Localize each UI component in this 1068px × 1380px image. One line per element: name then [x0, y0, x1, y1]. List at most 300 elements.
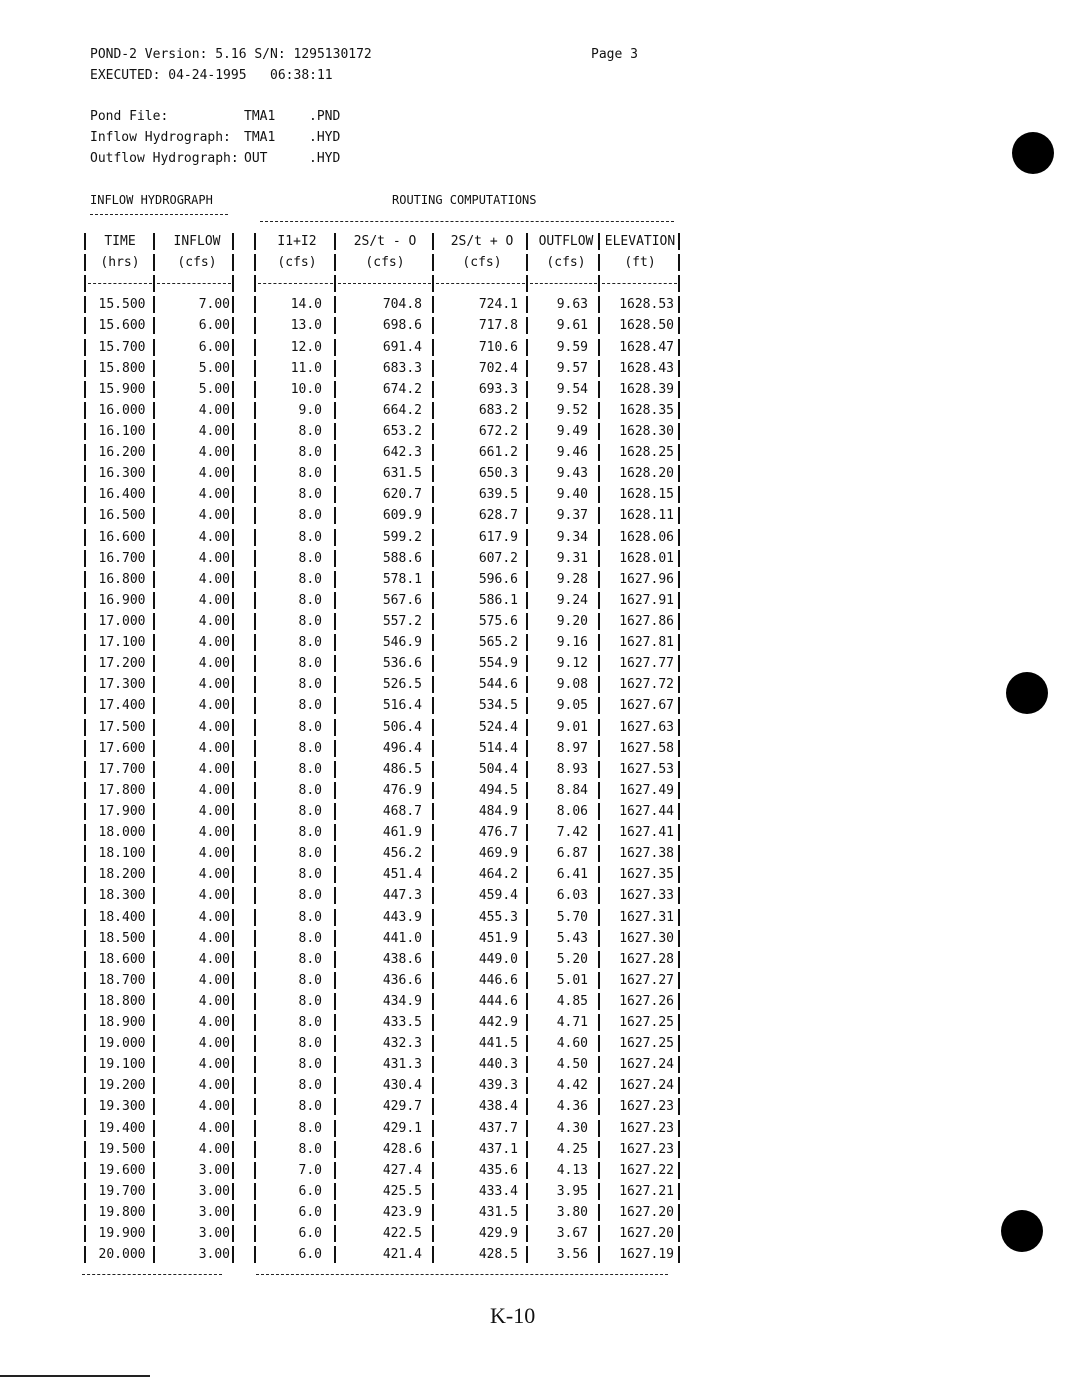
table-cell: 1627.96: [619, 571, 674, 587]
table-cell: 8.0: [298, 1141, 322, 1157]
table-cell: 9.37: [556, 508, 588, 524]
table-cell: 4.00: [198, 1015, 230, 1031]
table-cell: 14.0: [290, 297, 322, 313]
table-cell: 4.00: [198, 1120, 230, 1136]
table-cell: 16.100: [98, 423, 146, 439]
file-ext: .PND: [309, 109, 341, 124]
table-cell: 4.50: [556, 1057, 588, 1073]
table-cell: 4.42: [556, 1078, 588, 1094]
table-cell: 1627.58: [619, 740, 674, 756]
table-cell: 1628.50: [619, 318, 674, 334]
table-cell: 10.0: [290, 381, 322, 397]
table-cell: 1627.20: [619, 1226, 674, 1242]
table-cell: 8.0: [298, 550, 322, 566]
table-cell: 1627.27: [619, 972, 674, 988]
table-cell: 8.0: [298, 487, 322, 503]
table-cell: 4.00: [198, 740, 230, 756]
table-cell: 4.71: [556, 1015, 588, 1031]
table-cell: 1628.47: [619, 339, 674, 355]
table-cell: 3.95: [556, 1183, 588, 1199]
table-cell: 446.6: [478, 972, 518, 988]
table-cell: 432.3: [382, 1036, 422, 1052]
table-cell: 1627.53: [619, 761, 674, 777]
table-cell: 8.06: [556, 803, 588, 819]
table-cell: 9.24: [556, 592, 588, 608]
table-cell: 9.40: [556, 487, 588, 503]
table-cell: 8.0: [298, 423, 322, 439]
column-header: OUTFLOW: [538, 234, 594, 249]
table-cell: 599.2: [382, 529, 422, 545]
table-cell: 661.2: [478, 445, 518, 461]
table-cell: 4.00: [198, 508, 230, 524]
table-cell: 486.5: [382, 761, 422, 777]
table-cell: 4.25: [556, 1141, 588, 1157]
table-cell: 1627.44: [619, 803, 674, 819]
table-cell: 476.9: [382, 782, 422, 798]
file-info: [90, 106, 340, 169]
table-cell: 704.8: [382, 297, 422, 313]
table-cell: 476.7: [478, 825, 518, 841]
routing-computations-title: ROUTING COMPUTATIONS: [392, 193, 537, 207]
table-cell: 494.5: [478, 782, 518, 798]
table-cell: 11.0: [290, 360, 322, 376]
table-cell: 429.9: [478, 1226, 518, 1242]
table-cell: 428.6: [382, 1141, 422, 1157]
table-cell: 1628.20: [619, 466, 674, 482]
table-cell: 17.900: [98, 803, 146, 819]
table-cell: 431.3: [382, 1057, 422, 1073]
table-cell: 433.4: [478, 1183, 518, 1199]
table-cell: 7.00: [198, 297, 230, 313]
table-cell: 650.3: [478, 466, 518, 482]
table-cell: 15.700: [98, 339, 146, 355]
table-cell: 451.9: [478, 930, 518, 946]
table-cell: 17.000: [98, 613, 146, 629]
table-cell: 565.2: [478, 635, 518, 651]
column-header: I1+I2: [277, 234, 317, 249]
table-cell: 19.500: [98, 1141, 146, 1157]
file-label: Pond File:: [90, 109, 169, 124]
table-cell: 717.8: [478, 318, 518, 334]
table-cell: 437.1: [478, 1141, 518, 1157]
table-cell: 9.31: [556, 550, 588, 566]
table-cell: 8.0: [298, 1078, 322, 1094]
table-cell: 1627.35: [619, 867, 674, 883]
table-cell: 8.0: [298, 529, 322, 545]
table-cell: 16.200: [98, 445, 146, 461]
table-cell: 3.00: [198, 1183, 230, 1199]
table-cell: 4.30: [556, 1120, 588, 1136]
table-cell: 5.01: [556, 972, 588, 988]
divider: [82, 1274, 222, 1275]
table-cell: 4.00: [198, 930, 230, 946]
table-cell: 18.600: [98, 951, 146, 967]
table-cell: 653.2: [382, 423, 422, 439]
table-cell: 8.0: [298, 1036, 322, 1052]
table-cell: 724.1: [478, 297, 518, 313]
table-cell: 4.00: [198, 761, 230, 777]
table-cell: 17.800: [98, 782, 146, 798]
table-cell: 1627.38: [619, 846, 674, 862]
table-cell: 18.800: [98, 993, 146, 1009]
table-cell: 5.00: [198, 360, 230, 376]
file-row-pond: [90, 106, 340, 127]
table-cell: 443.9: [382, 909, 422, 925]
table-cell: 693.3: [478, 381, 518, 397]
table-cell: 19.900: [98, 1226, 146, 1242]
table-cell: 429.7: [382, 1099, 422, 1115]
table-cell: 8.97: [556, 740, 588, 756]
edge-rule: [0, 1375, 150, 1377]
table-cell: 461.9: [382, 825, 422, 841]
table-cell: 437.7: [478, 1120, 518, 1136]
table-cell: 19.000: [98, 1036, 146, 1052]
table-cell: 5.20: [556, 951, 588, 967]
table-cell: 469.9: [478, 846, 518, 862]
table-cell: 438.6: [382, 951, 422, 967]
file-name: OUT: [244, 151, 268, 166]
table-cell: 1628.43: [619, 360, 674, 376]
table-cell: 18.100: [98, 846, 146, 862]
table-cell: 18.300: [98, 888, 146, 904]
table-cell: 1627.31: [619, 909, 674, 925]
table-cell: 4.00: [198, 825, 230, 841]
table-cell: 496.4: [382, 740, 422, 756]
table-cell: 4.60: [556, 1036, 588, 1052]
table-cell: 672.2: [478, 423, 518, 439]
table-cell: 17.300: [98, 677, 146, 693]
table-cell: 8.0: [298, 698, 322, 714]
table-cell: 9.52: [556, 402, 588, 418]
table-cell: 4.00: [198, 1141, 230, 1157]
table-cell: 3.00: [198, 1226, 230, 1242]
table-cell: 427.4: [382, 1162, 422, 1178]
table-cell: 8.0: [298, 951, 322, 967]
divider: [90, 214, 228, 215]
table-cell: 441.5: [478, 1036, 518, 1052]
table-cell: 674.2: [382, 381, 422, 397]
table-cell: 4.85: [556, 993, 588, 1009]
table-cell: 1627.91: [619, 592, 674, 608]
table-cell: 4.36: [556, 1099, 588, 1115]
table-cell: 15.500: [98, 297, 146, 313]
table-cell: 16.500: [98, 508, 146, 524]
file-label: Inflow Hydrograph:: [90, 130, 231, 145]
divider: [260, 221, 674, 222]
table-cell: 4.00: [198, 803, 230, 819]
table-cell: 8.0: [298, 592, 322, 608]
table-cell: 428.5: [478, 1247, 518, 1263]
table-cell: 9.46: [556, 445, 588, 461]
table-cell: 17.200: [98, 656, 146, 672]
table-cell: 1627.23: [619, 1141, 674, 1157]
inflow-hydrograph-title: INFLOW HYDROGRAPH: [90, 193, 213, 207]
table-cell: 1628.30: [619, 423, 674, 439]
table-cell: 702.4: [478, 360, 518, 376]
table-cell: 524.4: [478, 719, 518, 735]
column-unit: (cfs): [546, 255, 586, 271]
table-cell: 1627.30: [619, 930, 674, 946]
table-cell: 16.400: [98, 487, 146, 503]
table-cell: 1627.24: [619, 1078, 674, 1094]
table-cell: 8.0: [298, 803, 322, 819]
column-header: 2S/t + O: [450, 234, 514, 249]
table-cell: 3.80: [556, 1205, 588, 1221]
table-cell: 4.00: [198, 1057, 230, 1073]
table-cell: 664.2: [382, 402, 422, 418]
page-number: Page 3: [591, 47, 638, 62]
table-cell: 8.93: [556, 761, 588, 777]
table-cell: 8.0: [298, 466, 322, 482]
table-cell: 433.5: [382, 1015, 422, 1031]
table-cell: 4.00: [198, 487, 230, 503]
table-cell: 15.800: [98, 360, 146, 376]
table-cell: 18.700: [98, 972, 146, 988]
table-cell: 8.0: [298, 571, 322, 587]
table-cell: 506.4: [382, 719, 422, 735]
file-name: TMA1: [244, 130, 276, 145]
column-header: INFLOW: [173, 234, 221, 249]
table-cell: 16.600: [98, 529, 146, 545]
column-unit: (ft): [624, 255, 656, 271]
table-cell: 12.0: [290, 339, 322, 355]
table-cell: 575.6: [478, 613, 518, 629]
table-cell: 1628.53: [619, 297, 674, 313]
table-cell: 423.9: [382, 1205, 422, 1221]
column-unit: (cfs): [462, 255, 502, 271]
table-cell: 698.6: [382, 318, 422, 334]
table-cell: 8.0: [298, 782, 322, 798]
table-cell: 4.00: [198, 719, 230, 735]
table-cell: 534.5: [478, 698, 518, 714]
table-cell: 1628.15: [619, 487, 674, 503]
table-cell: 5.43: [556, 930, 588, 946]
table-cell: 1627.63: [619, 719, 674, 735]
table-cell: 18.200: [98, 867, 146, 883]
file-name: TMA1: [244, 109, 276, 124]
table-cell: 8.0: [298, 719, 322, 735]
table-cell: 9.01: [556, 719, 588, 735]
table-cell: 9.54: [556, 381, 588, 397]
table-cell: 8.0: [298, 846, 322, 862]
table-cell: 438.4: [478, 1099, 518, 1115]
table-cell: 6.0: [298, 1205, 322, 1221]
table-cell: 4.00: [198, 466, 230, 482]
table-cell: 441.0: [382, 930, 422, 946]
table-cell: 4.00: [198, 867, 230, 883]
table-cell: 1627.41: [619, 825, 674, 841]
table-cell: 19.800: [98, 1205, 146, 1221]
table-cell: 710.6: [478, 339, 518, 355]
table-cell: 9.08: [556, 677, 588, 693]
table-cell: 19.400: [98, 1120, 146, 1136]
page-footer-label: K-10: [490, 1303, 536, 1328]
table-cell: 16.800: [98, 571, 146, 587]
table-cell: 442.9: [478, 1015, 518, 1031]
table-cell: 1627.23: [619, 1120, 674, 1136]
table-cell: 436.6: [382, 972, 422, 988]
table-cell: 1627.21: [619, 1183, 674, 1199]
table-cell: 4.00: [198, 888, 230, 904]
divider: [256, 1274, 668, 1275]
table-cell: 6.87: [556, 846, 588, 862]
table-cell: 4.00: [198, 550, 230, 566]
table-cell: 4.00: [198, 993, 230, 1009]
table-cell: 3.67: [556, 1226, 588, 1242]
table-cell: 435.6: [478, 1162, 518, 1178]
table-cell: 544.6: [478, 677, 518, 693]
table-cell: 526.5: [382, 677, 422, 693]
table-cell: 4.00: [198, 909, 230, 925]
table-cell: 17.500: [98, 719, 146, 735]
table-cell: 514.4: [478, 740, 518, 756]
table-cell: 430.4: [382, 1078, 422, 1094]
table-cell: 8.0: [298, 508, 322, 524]
table-cell: 421.4: [382, 1247, 422, 1263]
table-cell: 628.7: [478, 508, 518, 524]
file-ext: .HYD: [309, 130, 341, 145]
table-cell: 4.00: [198, 1036, 230, 1052]
table-cell: 9.61: [556, 318, 588, 334]
table-cell: 4.00: [198, 423, 230, 439]
executed-timestamp: EXECUTED: 04-24-1995 06:38:11: [90, 68, 333, 83]
table-cell: 683.2: [478, 402, 518, 418]
table-cell: 451.4: [382, 867, 422, 883]
table-cell: 586.1: [478, 592, 518, 608]
table-cell: 578.1: [382, 571, 422, 587]
table-cell: 516.4: [382, 698, 422, 714]
table-cell: 9.28: [556, 571, 588, 587]
table-cell: 1627.33: [619, 888, 674, 904]
table-cell: 8.0: [298, 761, 322, 777]
table-cell: 456.2: [382, 846, 422, 862]
table-cell: 8.0: [298, 1099, 322, 1115]
table-cell: 444.6: [478, 993, 518, 1009]
table-cell: 1628.06: [619, 529, 674, 545]
table-cell: 7.0: [298, 1162, 322, 1178]
table-cell: 9.63: [556, 297, 588, 313]
table-cell: 455.3: [478, 909, 518, 925]
table-cell: 9.59: [556, 339, 588, 355]
table-cell: 19.700: [98, 1183, 146, 1199]
table-cell: 8.0: [298, 867, 322, 883]
table-cell: 484.9: [478, 803, 518, 819]
table-cell: 8.84: [556, 782, 588, 798]
table-cell: 434.9: [382, 993, 422, 1009]
table-cell: 16.900: [98, 592, 146, 608]
table-cell: 617.9: [478, 529, 518, 545]
table-cell: 1627.81: [619, 635, 674, 651]
table-cell: 3.00: [198, 1247, 230, 1263]
table-cell: 16.700: [98, 550, 146, 566]
table-cell: 1627.26: [619, 993, 674, 1009]
table-cell: 4.00: [198, 656, 230, 672]
table-cell: 631.5: [382, 466, 422, 482]
table-cell: 17.600: [98, 740, 146, 756]
column-header: 2S/t - O: [353, 234, 417, 249]
table-cell: 440.3: [478, 1057, 518, 1073]
column-unit: (cfs): [365, 255, 405, 271]
table-cell: 17.700: [98, 761, 146, 777]
table-cell: 9.16: [556, 635, 588, 651]
table-cell: 18.500: [98, 930, 146, 946]
table-cell: 609.9: [382, 508, 422, 524]
table-cell: 607.2: [478, 550, 518, 566]
table-cell: 15.600: [98, 318, 146, 334]
table-cell: 8.0: [298, 1057, 322, 1073]
table-cell: 1628.01: [619, 550, 674, 566]
table-cell: 425.5: [382, 1183, 422, 1199]
table-cell: 13.0: [290, 318, 322, 334]
table-cell: 431.5: [478, 1205, 518, 1221]
table-cell: 5.00: [198, 381, 230, 397]
table-cell: 1628.25: [619, 445, 674, 461]
table-cell: 691.4: [382, 339, 422, 355]
table-cell: 20.000: [98, 1247, 146, 1263]
table-cell: 8.0: [298, 635, 322, 651]
table-cell: 19.100: [98, 1057, 146, 1073]
table-cell: 4.00: [198, 592, 230, 608]
table-cell: 4.00: [198, 951, 230, 967]
table-cell: 4.00: [198, 698, 230, 714]
table-cell: 1628.35: [619, 402, 674, 418]
file-ext: .HYD: [309, 151, 341, 166]
table-cell: 620.7: [382, 487, 422, 503]
table-cell: 8.0: [298, 740, 322, 756]
column-unit: (cfs): [277, 255, 317, 271]
file-row-outflow: [90, 148, 340, 169]
table-cell: 639.5: [478, 487, 518, 503]
table-cell: 1627.20: [619, 1205, 674, 1221]
table-cell: 1627.22: [619, 1162, 674, 1178]
table-cell: 596.6: [478, 571, 518, 587]
table-cell: 429.1: [382, 1120, 422, 1136]
table-cell: 6.00: [198, 318, 230, 334]
table-cell: 1627.25: [619, 1036, 674, 1052]
table-cell: 8.0: [298, 445, 322, 461]
table-cell: 567.6: [382, 592, 422, 608]
table-cell: 3.00: [198, 1162, 230, 1178]
table-cell: 19.600: [98, 1162, 146, 1178]
table-cell: 9.49: [556, 423, 588, 439]
table-cell: 3.56: [556, 1247, 588, 1263]
table-cell: 9.57: [556, 360, 588, 376]
table-cell: 9.12: [556, 656, 588, 672]
table-cell: 6.0: [298, 1247, 322, 1263]
table-cell: 1627.25: [619, 1015, 674, 1031]
table-cell: 15.900: [98, 381, 146, 397]
table-cell: 4.00: [198, 846, 230, 862]
table-cell: 449.0: [478, 951, 518, 967]
table-cell: 18.000: [98, 825, 146, 841]
table-cell: 18.900: [98, 1015, 146, 1031]
table-cell: 642.3: [382, 445, 422, 461]
table-cell: 1627.67: [619, 698, 674, 714]
table-cell: 5.70: [556, 909, 588, 925]
table-cell: 4.00: [198, 529, 230, 545]
table-cell: 4.00: [198, 571, 230, 587]
table-cell: 8.0: [298, 656, 322, 672]
table-cell: 4.00: [198, 677, 230, 693]
file-label: Outflow Hydrograph:: [90, 151, 239, 166]
table-cell: 546.9: [382, 635, 422, 651]
table-cell: 447.3: [382, 888, 422, 904]
table-cell: 8.0: [298, 888, 322, 904]
table-cell: 8.0: [298, 677, 322, 693]
table-cell: 17.400: [98, 698, 146, 714]
table-cell: 4.00: [198, 402, 230, 418]
table-cell: 4.13: [556, 1162, 588, 1178]
